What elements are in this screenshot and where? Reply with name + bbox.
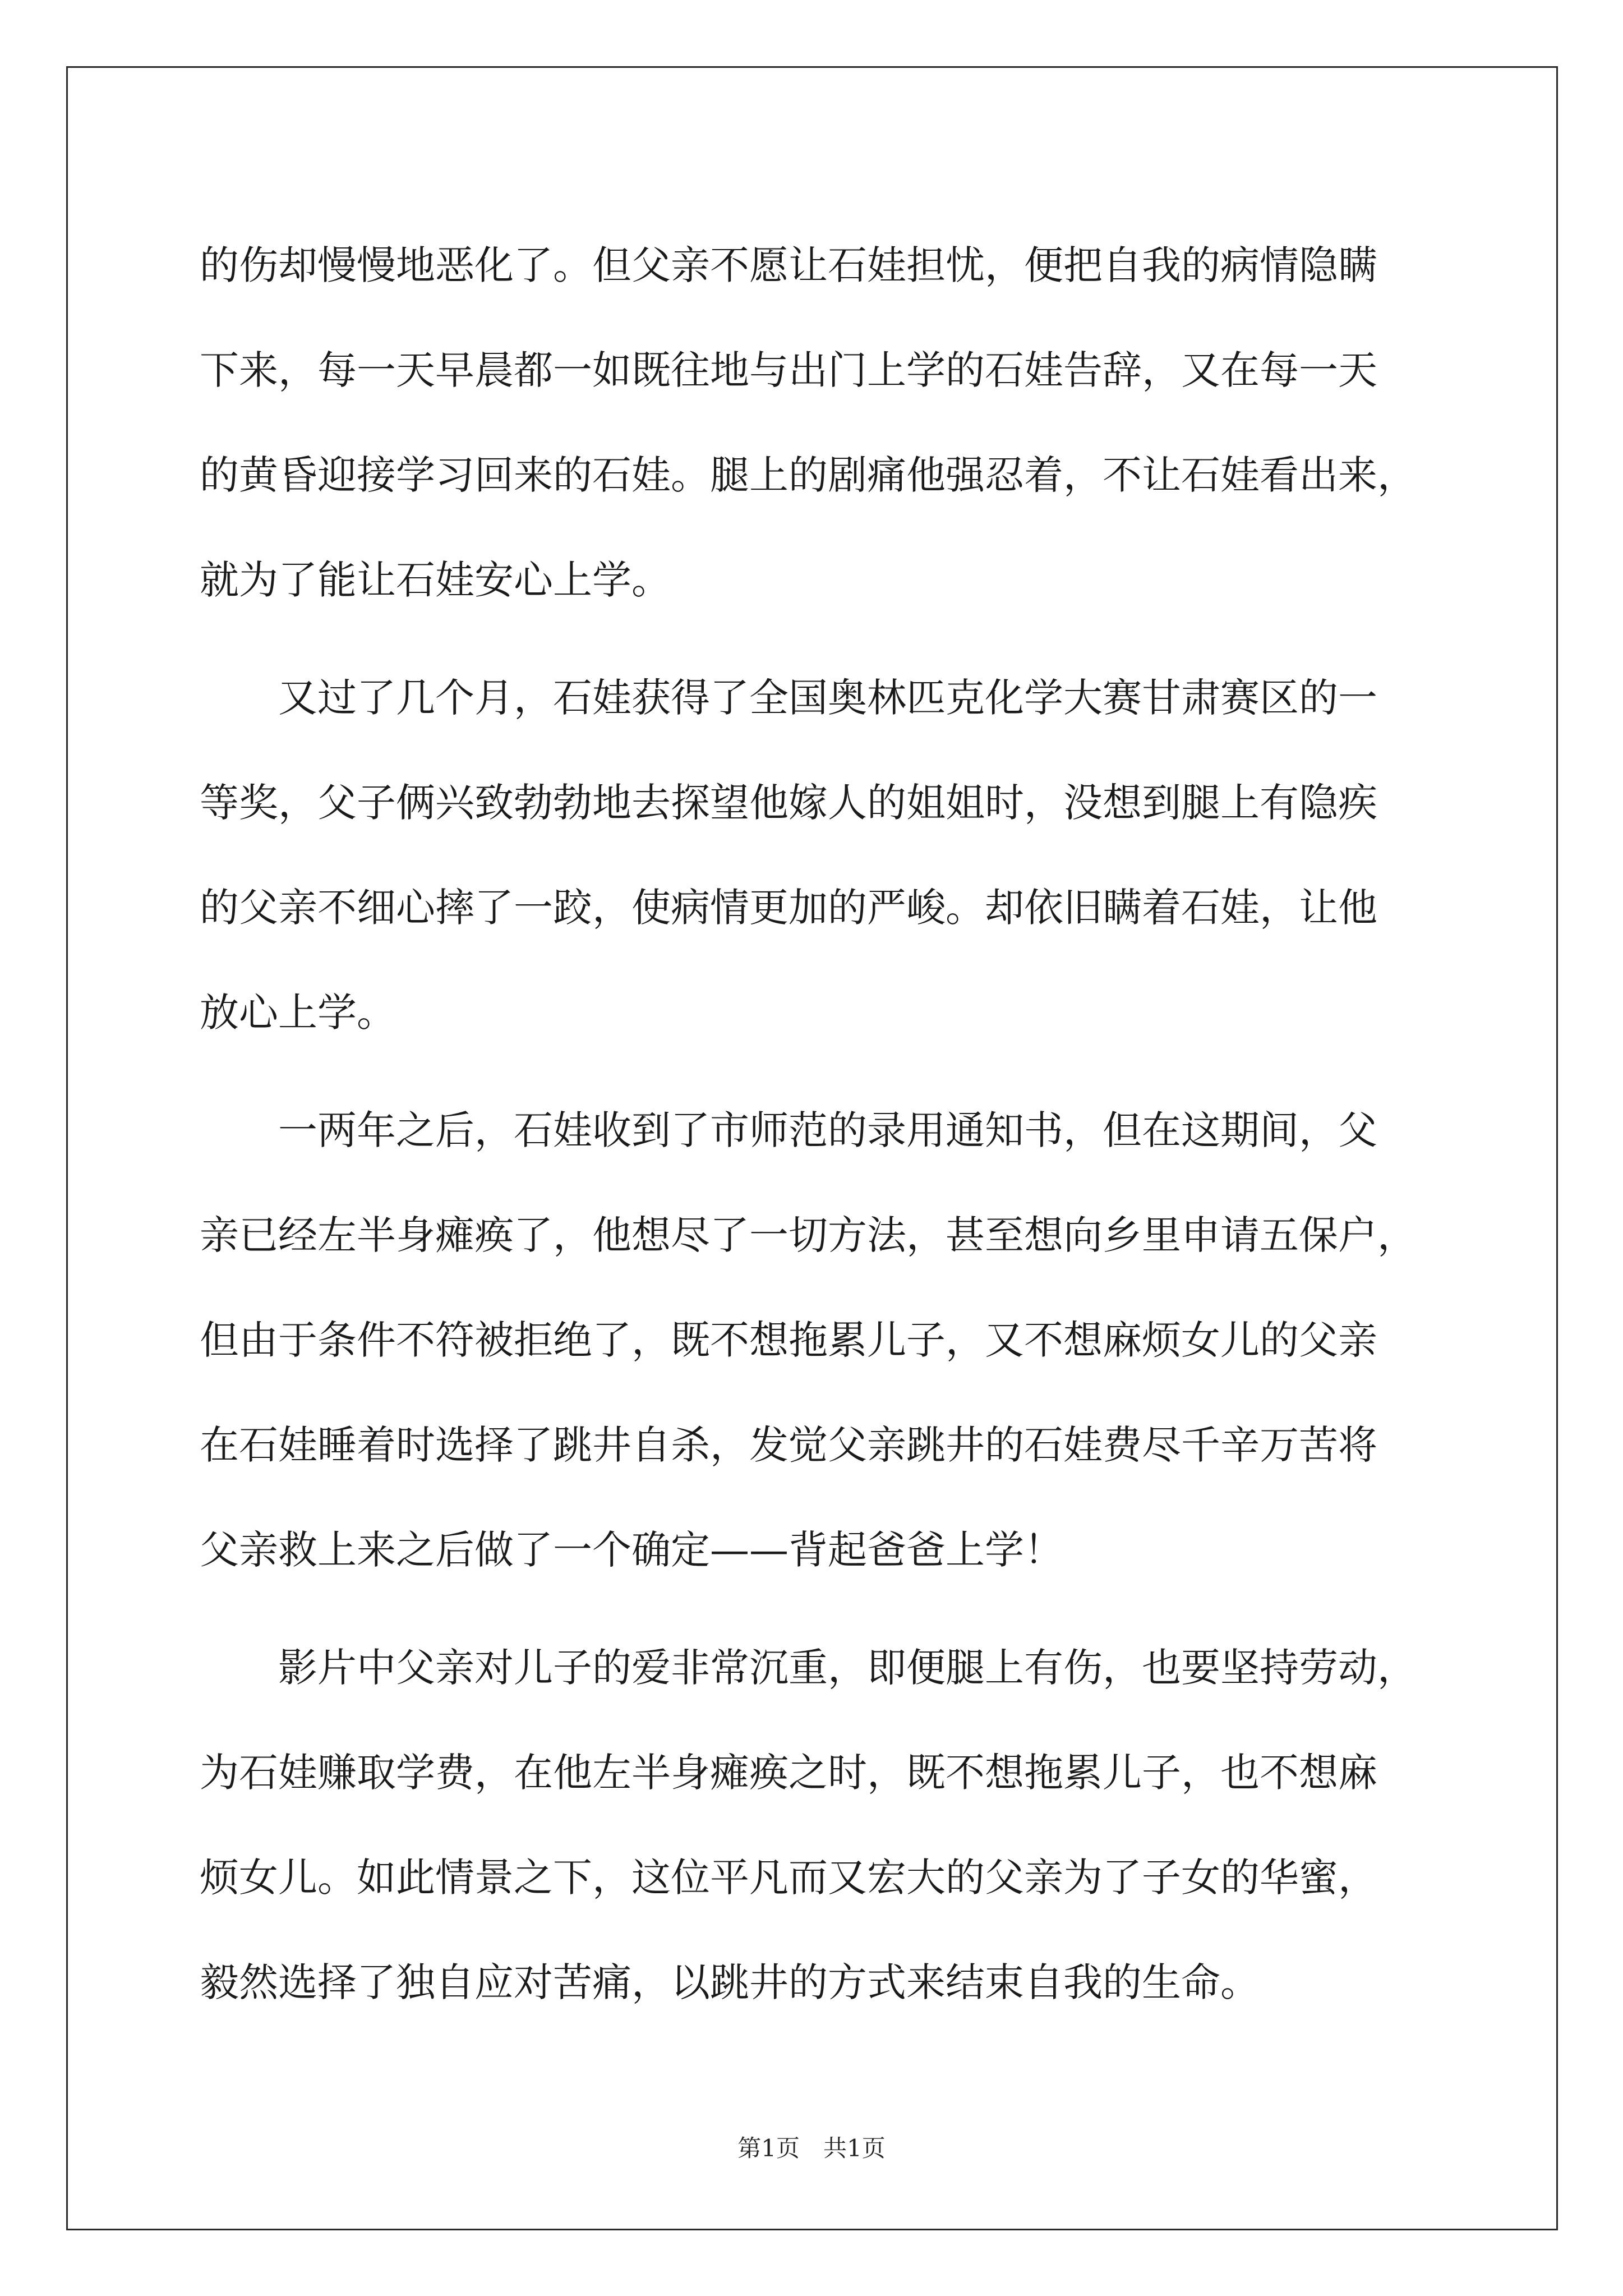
text-line: 亲已经左半身瘫痪了，他想尽了一切方法，甚至想向乡里申请五保户， <box>200 1212 1417 1258</box>
document-body <box>200 213 1433 2035</box>
paragraph-gap <box>200 633 1433 646</box>
text-line: 等奖，父子俩兴致勃勃地去探望他嫁人的姐姐时，没想到腿上有隐疾 <box>200 780 1377 826</box>
paragraph-3 <box>200 1078 1433 1603</box>
text-line: 的黄昏迎接学习回来的石娃。腿上的剧痛他强忍着，不让石娃看出来， <box>200 452 1417 498</box>
paragraph-2 <box>200 646 1433 1065</box>
text-line: 的伤却慢慢地恶化了。但父亲不愿让石娃担忧，便把自我的病情隐瞒 <box>200 242 1377 288</box>
paragraph-4 <box>200 1616 1433 2035</box>
text-line: 为石娃赚取学费，在他左半身瘫痪之时，既不想拖累儿子，也不想麻 <box>200 1750 1377 1796</box>
text-line: 一两年之后，石娃收到了市师范的录用通知书，但在这期间，父 <box>200 1107 1377 1153</box>
text-line: 影片中父亲对儿子的爱非常沉重，即便腿上有伤，也要坚持劳动， <box>200 1645 1417 1691</box>
text-line: 烦女儿。如此情景之下，这位平凡而又宏大的父亲为了子女的华蜜， <box>200 1855 1377 1901</box>
text-line: 毅然选择了独自应对苦痛，以跳井的方式来结束自我的生命。 <box>200 1959 1260 2005</box>
text-line: 就为了能让石娃安心上学。 <box>200 557 671 603</box>
text-line: 在石娃睡着时选择了跳井自杀，发觉父亲跳井的石娃费尽千辛万苦将 <box>200 1422 1377 1468</box>
page-number-footer: 第1页 共1页 <box>737 2134 886 2162</box>
text-line: 父亲救上来之后做了一个确定——背起爸爸上学！ <box>200 1527 1063 1573</box>
text-line: 但由于条件不符被拒绝了，既不想拖累儿子，又不想麻烦女儿的父亲 <box>200 1317 1377 1363</box>
paragraph-gap <box>200 1065 1433 1078</box>
text-line: 的父亲不细心摔了一跤，使病情更加的严峻。却依旧瞒着石娃，让他 <box>200 885 1377 931</box>
text-line: 又过了几个月，石娃获得了全国奥林匹克化学大赛甘肃赛区的一 <box>200 675 1377 721</box>
text-line: 放心上学。 <box>200 990 396 1036</box>
paragraph-gap <box>200 1603 1433 1616</box>
paragraph-1 <box>200 213 1433 633</box>
text-line: 下来，每一天早晨都一如既往地与出门上学的石娃告辞，又在每一天 <box>200 347 1377 393</box>
